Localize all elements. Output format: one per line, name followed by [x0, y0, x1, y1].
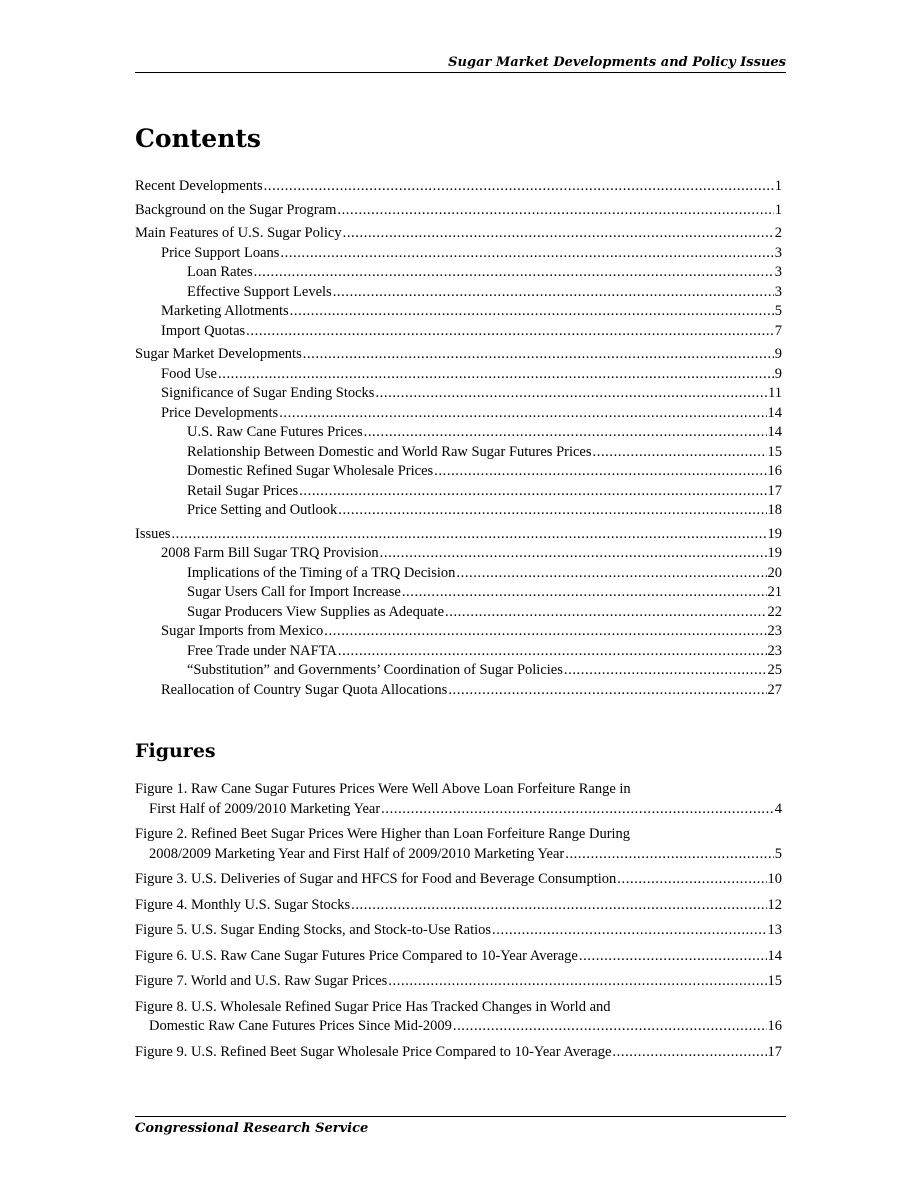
toc-entry-page: 9 — [774, 346, 782, 362]
toc-entry-title: Sugar Producers View Supplies as Adequate — [187, 603, 444, 620]
toc-entry-page: 1 — [774, 178, 782, 194]
toc-entry-page: 20 — [767, 564, 782, 581]
toc-entry[interactable] — [135, 283, 782, 303]
figure-entry-title: Figure 4. Monthly U.S. Sugar Stocks — [135, 896, 351, 913]
dot-leader — [593, 443, 767, 463]
figure-entry-title: Figure 6. U.S. Raw Cane Sugar Futures Price Compared to 10-Year Average — [135, 947, 578, 964]
toc-entry[interactable] — [135, 603, 782, 623]
figure-entry[interactable] — [135, 870, 782, 890]
dot-leader — [290, 302, 774, 322]
dot-leader — [612, 1043, 766, 1063]
toc-entry-title: Loan Rates — [187, 264, 253, 280]
toc-entry[interactable] — [135, 244, 782, 264]
toc-entry-page: 16 — [767, 463, 782, 479]
dot-leader — [264, 177, 774, 197]
toc-entry-title: Price Developments — [161, 404, 279, 421]
toc-entry-page: 27 — [767, 681, 782, 698]
toc-entry-page: 14 — [767, 424, 782, 440]
dot-leader — [254, 263, 774, 283]
toc-entry-title: Marketing Allotments — [161, 303, 289, 319]
toc-entry[interactable] — [135, 404, 782, 424]
toc-entry-page: 7 — [774, 322, 782, 339]
toc-entry-title: Price Setting and Outlook — [187, 502, 338, 518]
dot-leader — [338, 642, 767, 662]
toc-entry[interactable] — [135, 177, 782, 197]
toc-entry-page: 21 — [767, 584, 782, 600]
toc-entry-page: 25 — [767, 662, 782, 678]
toc-entry[interactable] — [135, 423, 782, 443]
toc-entry-title: U.S. Raw Cane Futures Prices — [187, 424, 363, 440]
toc-entry[interactable] — [135, 302, 782, 322]
dot-leader — [453, 1017, 767, 1037]
dot-leader — [448, 681, 766, 701]
running-header: Sugar Market Developments and Policy Issues — [448, 55, 786, 70]
toc-entry-page: 23 — [767, 623, 782, 639]
figure-entry-title-line2: Domestic Raw Cane Futures Prices Since Mid-2009 — [149, 1018, 452, 1034]
toc-entry-title: Import Quotas — [161, 322, 246, 339]
toc-entry[interactable] — [135, 501, 782, 521]
dot-leader — [171, 525, 766, 545]
toc-entry-title: “Substitution” and Governments’ Coordination of Sugar Policies — [187, 662, 563, 678]
dot-leader — [617, 870, 766, 890]
dot-leader — [333, 283, 774, 303]
dot-leader — [579, 947, 767, 967]
figure-entry[interactable] — [135, 972, 782, 992]
header-rule — [135, 72, 786, 73]
toc-entry[interactable] — [135, 661, 782, 681]
toc-entry[interactable] — [135, 681, 782, 701]
toc-entry-page: 17 — [767, 482, 782, 499]
contents-heading: Contents — [135, 124, 262, 153]
dot-leader — [402, 583, 767, 603]
toc-entry[interactable] — [135, 365, 782, 385]
dot-leader — [279, 404, 766, 424]
toc-entry-title: Recent Developments — [135, 178, 263, 194]
figure-entry-page: 10 — [767, 871, 782, 887]
dot-leader — [343, 224, 774, 244]
footer-rule — [135, 1116, 786, 1117]
toc-entry-title: Domestic Refined Sugar Wholesale Prices — [187, 463, 434, 479]
toc-entry[interactable] — [135, 345, 782, 365]
dot-leader — [351, 896, 766, 916]
toc-entry-page: 1 — [774, 201, 782, 218]
toc-entry[interactable] — [135, 384, 782, 404]
toc-entry[interactable] — [135, 622, 782, 642]
toc-entry-title: Sugar Market Developments — [135, 346, 302, 362]
toc-entry-page: 18 — [767, 502, 782, 518]
footer-text: Congressional Research Service — [135, 1121, 369, 1136]
figures-heading: Figures — [135, 740, 216, 762]
figure-entry[interactable] — [135, 780, 782, 819]
toc-entry-title: Retail Sugar Prices — [187, 482, 299, 499]
dot-leader — [492, 921, 766, 941]
dot-leader — [388, 972, 766, 992]
dot-leader — [299, 482, 766, 502]
toc-entry[interactable] — [135, 201, 782, 221]
figure-entry-page: 5 — [774, 845, 782, 862]
figure-entry-title-line2: 2008/2009 Marketing Year and First Half of 2009/2010 Marketing Year — [149, 845, 565, 862]
toc-entry-page: 11 — [768, 385, 782, 401]
figure-entry-page: 17 — [767, 1043, 782, 1060]
toc-entry[interactable] — [135, 443, 782, 463]
dot-leader — [375, 384, 767, 404]
dot-leader — [246, 322, 774, 342]
toc-entry-page: 23 — [767, 642, 782, 659]
toc-entry-title: Sugar Users Call for Import Increase — [187, 584, 401, 600]
toc-entry-title: Price Support Loans — [161, 244, 280, 261]
dot-leader — [564, 661, 767, 681]
figure-entry[interactable] — [135, 998, 782, 1037]
toc-entry[interactable] — [135, 462, 782, 482]
figure-entry-page: 13 — [767, 922, 782, 938]
toc-entry-title: Implications of the Timing of a TRQ Decision — [187, 564, 456, 581]
figure-entry-page: 4 — [774, 800, 782, 817]
figure-entry[interactable] — [135, 921, 782, 941]
figure-entry-page: 14 — [767, 947, 782, 964]
toc-entry-title: Issues — [135, 525, 171, 542]
toc-entry-page: 9 — [774, 365, 782, 382]
dot-leader — [303, 345, 774, 365]
toc-entry-title: Relationship Between Domestic and World Raw Sugar Futures Prices — [187, 443, 592, 460]
toc-entry-title: Free Trade under NAFTA — [187, 642, 337, 659]
toc-entry-page: 3 — [774, 264, 782, 280]
figure-entry-page: 16 — [767, 1018, 782, 1034]
figure-entry[interactable] — [135, 825, 782, 864]
dot-leader — [324, 622, 766, 642]
dot-leader — [381, 800, 774, 820]
toc-entry-title: Background on the Sugar Program — [135, 201, 337, 218]
figure-entry[interactable] — [135, 1043, 782, 1063]
figure-entry-page: 15 — [767, 973, 782, 989]
figure-entry-title: Figure 9. U.S. Refined Beet Sugar Wholesale Price Compared to 10-Year Average — [135, 1043, 612, 1060]
toc-entry-page: 3 — [774, 244, 782, 261]
dot-leader — [364, 423, 767, 443]
figure-entry-title: Figure 5. U.S. Sugar Ending Stocks, and Stock-to-Use Ratios — [135, 922, 492, 938]
dot-leader — [565, 845, 774, 865]
toc-entry[interactable] — [135, 322, 782, 342]
toc-entry[interactable] — [135, 525, 782, 545]
toc-entry[interactable] — [135, 224, 782, 244]
dot-leader — [280, 244, 773, 264]
toc-entry[interactable] — [135, 544, 782, 564]
figure-entry-title-line1: Figure 2. Refined Beet Sugar Prices Were Higher than Loan Forfeiture Range During — [135, 826, 631, 842]
figure-entry-title-line1: Figure 1. Raw Cane Sugar Futures Prices Were Well Above Loan Forfeiture Range in — [135, 781, 631, 797]
dot-leader — [445, 603, 767, 623]
figures-list — [135, 780, 782, 1068]
toc-entry[interactable] — [135, 263, 782, 283]
dot-leader — [337, 201, 773, 221]
toc-entry-page: 14 — [767, 404, 782, 421]
dot-leader — [380, 544, 767, 564]
figure-entry-title-line2: First Half of 2009/2010 Marketing Year — [149, 800, 381, 817]
toc-entry-title: Main Features of U.S. Sugar Policy — [135, 225, 342, 241]
toc-entry[interactable] — [135, 642, 782, 662]
toc-entry-page: 3 — [774, 283, 782, 300]
toc-entry-title: Reallocation of Country Sugar Quota Allocations — [161, 681, 448, 698]
toc-entry[interactable] — [135, 583, 782, 603]
toc-entry-page: 19 — [767, 525, 782, 542]
figure-entry-title-line1: Figure 8. U.S. Wholesale Refined Sugar Price Has Tracked Changes in World and — [135, 998, 611, 1015]
toc-entry-page: 2 — [774, 225, 782, 241]
toc-entry-page: 22 — [767, 603, 782, 620]
toc-entry-page: 19 — [767, 545, 782, 561]
toc-entry-title: Sugar Imports from Mexico — [161, 623, 324, 639]
toc-entry-title: Effective Support Levels — [187, 283, 332, 300]
dot-leader — [218, 365, 774, 385]
dot-leader — [338, 501, 766, 521]
figure-entry-title: Figure 3. U.S. Deliveries of Sugar and HFCS for Food and Beverage Consumption — [135, 871, 617, 887]
dot-leader — [456, 564, 766, 584]
toc-entry-page: 5 — [774, 303, 782, 319]
toc-entry-page: 15 — [767, 443, 782, 460]
contents-list — [135, 177, 782, 700]
figure-entry-title: Figure 7. World and U.S. Raw Sugar Prices — [135, 973, 388, 989]
figure-entry[interactable] — [135, 947, 782, 967]
toc-entry-title: Significance of Sugar Ending Stocks — [161, 385, 375, 401]
figure-entry[interactable] — [135, 896, 782, 916]
dot-leader — [434, 462, 766, 482]
toc-entry[interactable] — [135, 564, 782, 584]
toc-entry[interactable] — [135, 482, 782, 502]
toc-entry-title: Food Use — [161, 365, 217, 382]
toc-entry-title: 2008 Farm Bill Sugar TRQ Provision — [161, 545, 379, 561]
figure-entry-page: 12 — [767, 896, 782, 913]
